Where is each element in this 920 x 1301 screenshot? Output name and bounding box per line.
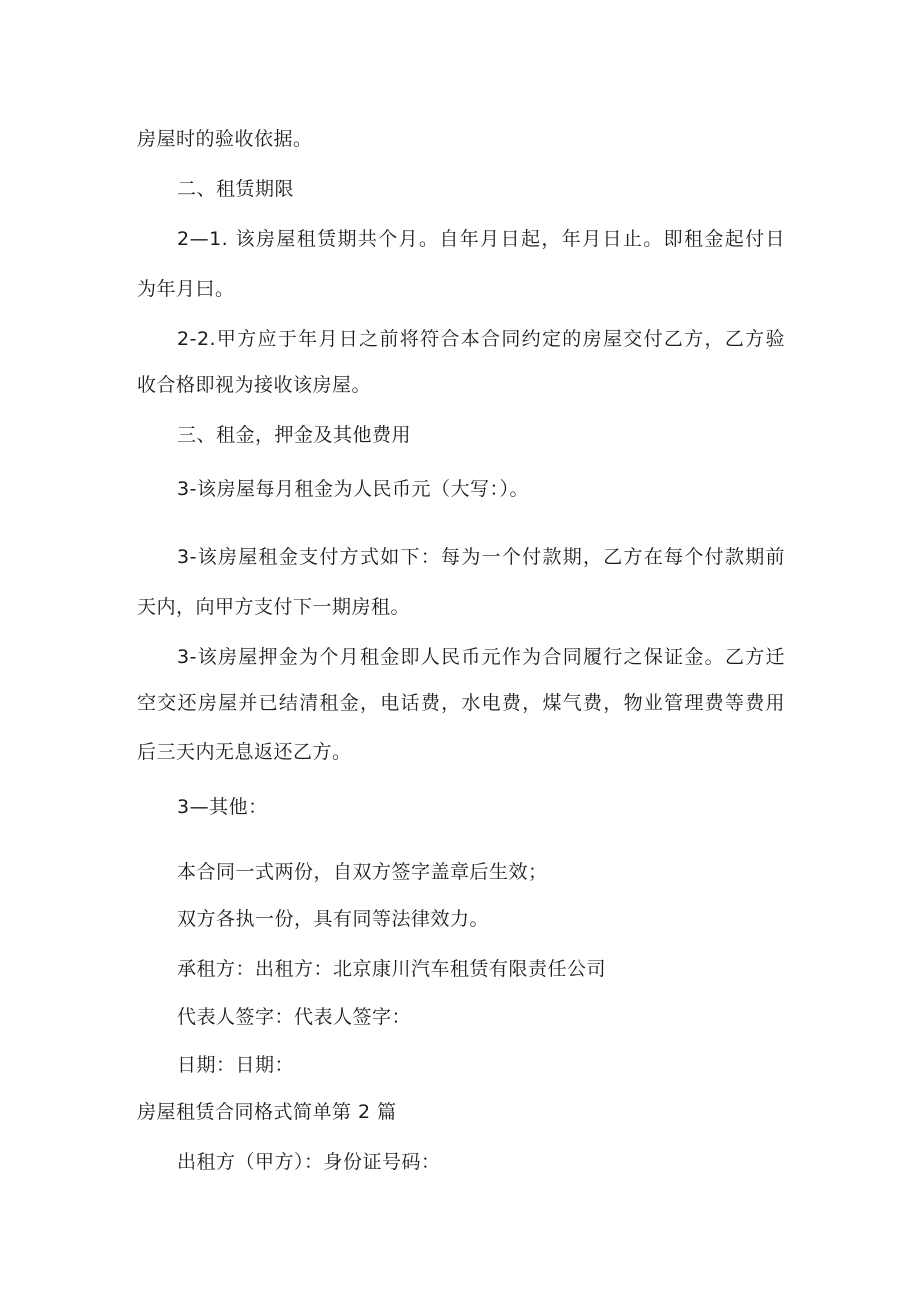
section-heading: 二、租赁期限	[177, 178, 295, 200]
paragraph-line: 日期：日期：	[177, 1054, 295, 1076]
paragraph-line: 2-2.甲方应于年月日之前将符合本合同约定的房屋交付乙方，乙方验	[177, 328, 785, 350]
paragraph-line: 3-该房屋租金支付方式如下：每为一个付款期，乙方在每个付款期前	[177, 546, 785, 568]
paragraph-line: 收合格即视为接收该房屋。	[137, 374, 372, 396]
paragraph-line: 出租方（甲方）：身份证号码：	[177, 1151, 441, 1173]
paragraph-line: 房屋时的验收依据。	[137, 128, 313, 150]
document-subtitle: 房屋租赁合同格式简单第 2 篇	[137, 1101, 397, 1123]
paragraph-line: 空交还房屋并已结清租金，电话费，水电费，煤气费，物业管理费等费用	[137, 692, 785, 714]
paragraph-line: 代表人签字：代表人签字：	[177, 1006, 412, 1028]
paragraph-line: 本合同一式两份，自双方签字盖章后生效；	[177, 861, 548, 883]
paragraph-line: 2—1. 该房屋租赁期共个月。自年月日起，年月日止。即租金起付日	[177, 228, 785, 250]
paragraph-line: 后三天内无息返还乙方。	[137, 741, 352, 763]
paragraph-line: 为年月曰。	[137, 278, 235, 300]
paragraph-line: 3—其他：	[177, 796, 268, 818]
section-heading: 三、租金，押金及其他费用	[177, 424, 412, 446]
paragraph-line: 天内，向甲方支付下一期房租。	[137, 596, 411, 618]
paragraph-line: 3-该房屋押金为个月租金即人民币元作为合同履行之保证金。乙方迁	[177, 646, 785, 668]
paragraph-line: 承租方：出租方：北京康川汽车租赁有限责任公司	[177, 958, 607, 980]
paragraph-line: 双方各执一份，具有同等法律效力。	[177, 908, 490, 930]
paragraph-line: 3-该房屋每月租金为人民币元（大写：）。	[177, 478, 529, 500]
